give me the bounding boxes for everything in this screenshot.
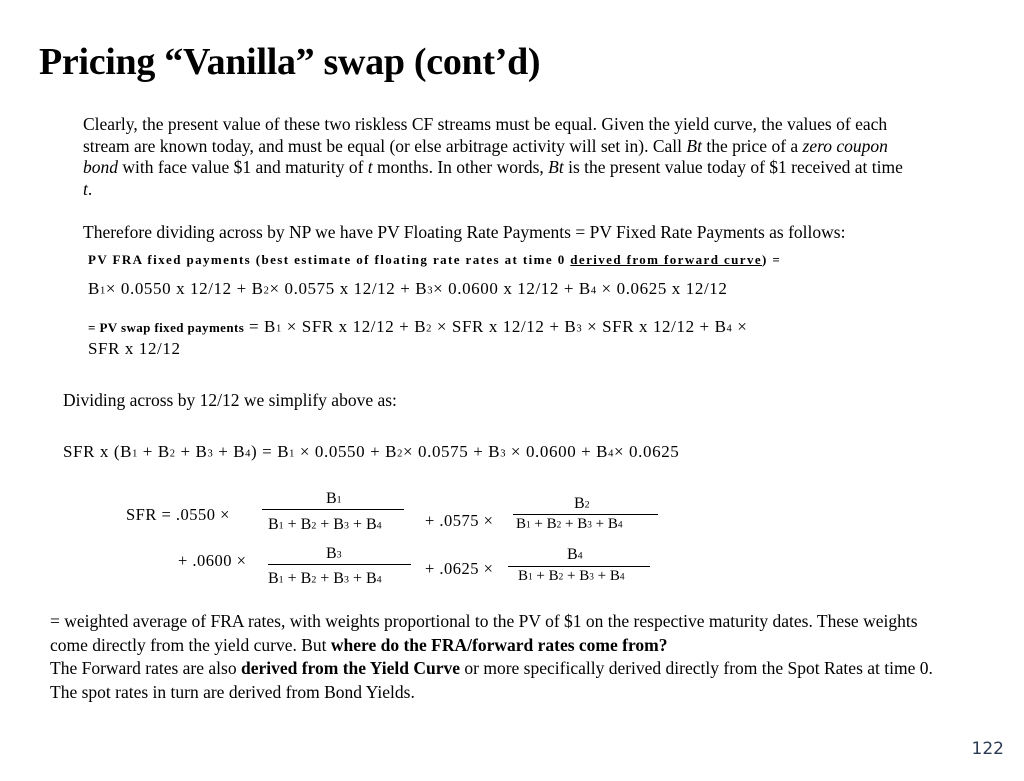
swap-equation-line2: SFR x 12/12 xyxy=(88,339,181,358)
text-run: or more specifically derived directly from the Spot Rates at time 0. The spot rates in turn are derived from Bond Yields. xyxy=(50,658,933,702)
text-run: + B xyxy=(563,568,590,584)
zero-coupon-bond-term: zero coupon bond xyxy=(83,135,888,177)
subscript: 3 xyxy=(336,549,342,561)
text-run: B xyxy=(326,545,337,562)
text-run: PV FRA fixed payments (best estimate of floating rate rates at time 0 xyxy=(88,252,571,267)
subscript: 1 xyxy=(289,448,296,460)
text-run: + B xyxy=(283,570,312,587)
text-run: . xyxy=(87,178,93,199)
dividing-np-paragraph: Therefore dividing across by NP we have PV Floating Rate Payments = PV Fixed Rate Payments as follows: xyxy=(83,222,846,242)
subscript: 3 xyxy=(500,448,507,460)
subscript: 3 xyxy=(427,285,434,297)
subscript: 3 xyxy=(589,572,594,583)
fraction-numerator xyxy=(326,490,342,508)
subscript: 2 xyxy=(584,499,590,511)
subscript: 2 xyxy=(169,448,176,460)
text-run: + B xyxy=(348,516,377,533)
subscript: 4 xyxy=(245,448,252,460)
subscript: 4 xyxy=(590,285,597,297)
text-run: × xyxy=(732,317,748,336)
text-run: + B xyxy=(532,568,559,584)
fraction-bar xyxy=(262,509,404,510)
pv-fra-heading xyxy=(88,252,781,268)
subscript: 4 xyxy=(577,550,583,562)
page-number: 122 xyxy=(971,739,1004,759)
subscript: 4 xyxy=(617,520,623,531)
text-run: + B xyxy=(283,516,312,533)
subscript: 1 xyxy=(99,285,106,297)
text-run: + B xyxy=(561,516,588,532)
text-run: × 0.0575 x 12/12 + B xyxy=(269,279,428,298)
text-run: B xyxy=(326,490,337,507)
coef-0600: + .0600 × xyxy=(178,551,247,570)
text-run: × SFR x 12/12 + B xyxy=(281,317,427,336)
conclusion-paragraph xyxy=(50,610,950,704)
bold-question: where do the FRA/forward rates come from? xyxy=(330,634,668,655)
t-symbol: t xyxy=(83,178,88,199)
subscript: 4 xyxy=(726,323,733,335)
text-run: × 0.0550 x 12/12 + B xyxy=(105,279,264,298)
text-run: + B xyxy=(530,516,557,532)
swap-equation-line1 xyxy=(88,317,747,337)
subscript: 2 xyxy=(556,520,562,531)
subscript: 2 xyxy=(558,572,564,583)
subscript: 1 xyxy=(526,520,531,531)
text-run: = B xyxy=(244,317,276,336)
text-run: Clearly, the present value of these two riskless CF streams must be equal. Given the yield curve, the values of each stream are known today, and must be equal (or else arbitrage activity will set in). Call xyxy=(83,114,888,156)
text-run: × 0.0600 + B xyxy=(506,442,609,461)
text-run: SFR x (B xyxy=(63,442,133,461)
text-run: B xyxy=(518,568,529,584)
slide-title: Pricing “Vanilla” swap (cont’d) xyxy=(39,41,541,83)
subscript: 1 xyxy=(528,572,533,583)
fraction-numerator xyxy=(574,495,590,513)
subscript: 1 xyxy=(276,323,282,335)
text-run: + B xyxy=(316,570,344,587)
text-run: is the present value today of $1 received at time xyxy=(563,157,903,177)
fraction-bar xyxy=(268,564,411,565)
text-run: the price of a xyxy=(701,135,803,156)
text-run: + B xyxy=(348,570,377,587)
text-run: ) = B xyxy=(251,442,290,461)
subscript: 3 xyxy=(207,448,214,460)
fraction-denominator xyxy=(516,516,623,533)
forward-curve-underlined: derived from forward curve xyxy=(570,252,763,267)
coef-0625: + .0625 × xyxy=(425,559,494,578)
subscript: 3 xyxy=(343,520,349,532)
subscript: 4 xyxy=(608,448,615,460)
text-run: B xyxy=(88,279,100,298)
subscript: 1 xyxy=(336,494,342,506)
subscript: 4 xyxy=(376,574,382,586)
subscript: 2 xyxy=(397,448,403,460)
fraction-denominator xyxy=(268,570,382,588)
bt-symbol: Bt xyxy=(686,135,702,156)
text-run: + B xyxy=(213,442,246,461)
subscript: 3 xyxy=(576,323,583,335)
text-run: + B xyxy=(593,568,620,584)
text-run: months. In other words, xyxy=(372,157,549,177)
text-run: B xyxy=(268,516,279,533)
subscript: 2 xyxy=(426,323,433,335)
fraction-denominator xyxy=(268,516,382,534)
sfr-lead: SFR = .0550 × xyxy=(126,505,230,524)
subscript: 1 xyxy=(278,520,284,532)
text-run: = weighted average of FRA rates, with weights proportional to the PV of $1 on the respective maturity dates. These weights come directly from the yield curve. But xyxy=(50,611,918,655)
text-run: + B xyxy=(175,442,208,461)
sfr-equation xyxy=(63,442,679,462)
text-run: + B xyxy=(591,516,618,532)
swap-fixed-label: = PV swap fixed payments xyxy=(88,320,245,335)
dividing-1212-text: Dividing across by 12/12 we simplify above as: xyxy=(63,390,397,410)
text-run: × 0.0625 x 12/12 xyxy=(596,279,728,298)
text-run: + B xyxy=(316,516,344,533)
text-run: B xyxy=(574,495,585,512)
t-symbol: t xyxy=(367,157,373,177)
text-run: ) = xyxy=(762,252,782,267)
fraction-denominator xyxy=(518,568,625,585)
text-run: × 0.0550 + B xyxy=(295,442,398,461)
bt-symbol: Bt xyxy=(548,157,564,177)
text-run: + B xyxy=(137,442,170,461)
subscript: 4 xyxy=(619,572,625,583)
fra-equation xyxy=(88,279,727,299)
fraction-numerator xyxy=(567,546,583,564)
text-run: × SFR x 12/12 + B xyxy=(432,317,577,336)
intro-paragraph xyxy=(83,114,913,200)
fraction-bar xyxy=(513,514,658,515)
text-run: × 0.0625 xyxy=(614,442,680,461)
text-run: × 0.0600 x 12/12 + B xyxy=(433,279,591,298)
text-run: B xyxy=(567,546,578,563)
fraction-numerator xyxy=(326,545,342,563)
text-run: × 0.0575 + B xyxy=(402,442,501,461)
text-run: B xyxy=(268,570,279,587)
subscript: 4 xyxy=(376,520,382,532)
fraction-bar xyxy=(508,566,650,567)
coef-0575: + .0575 × xyxy=(425,511,494,530)
subscript: 2 xyxy=(311,520,317,532)
subscript: 1 xyxy=(132,448,138,460)
subscript: 1 xyxy=(278,574,284,586)
subscript: 3 xyxy=(587,520,592,531)
subscript: 2 xyxy=(311,574,317,586)
text-run: B xyxy=(516,516,527,532)
subscript: 3 xyxy=(343,574,349,586)
text-run: with face value $1 and maturity of xyxy=(118,157,368,177)
subscript: 2 xyxy=(263,285,270,297)
bold-phrase: derived from the Yield Curve xyxy=(240,658,461,678)
text-run: The Forward rates are also xyxy=(50,658,241,678)
text-run: × SFR x 12/12 + B xyxy=(582,317,727,336)
